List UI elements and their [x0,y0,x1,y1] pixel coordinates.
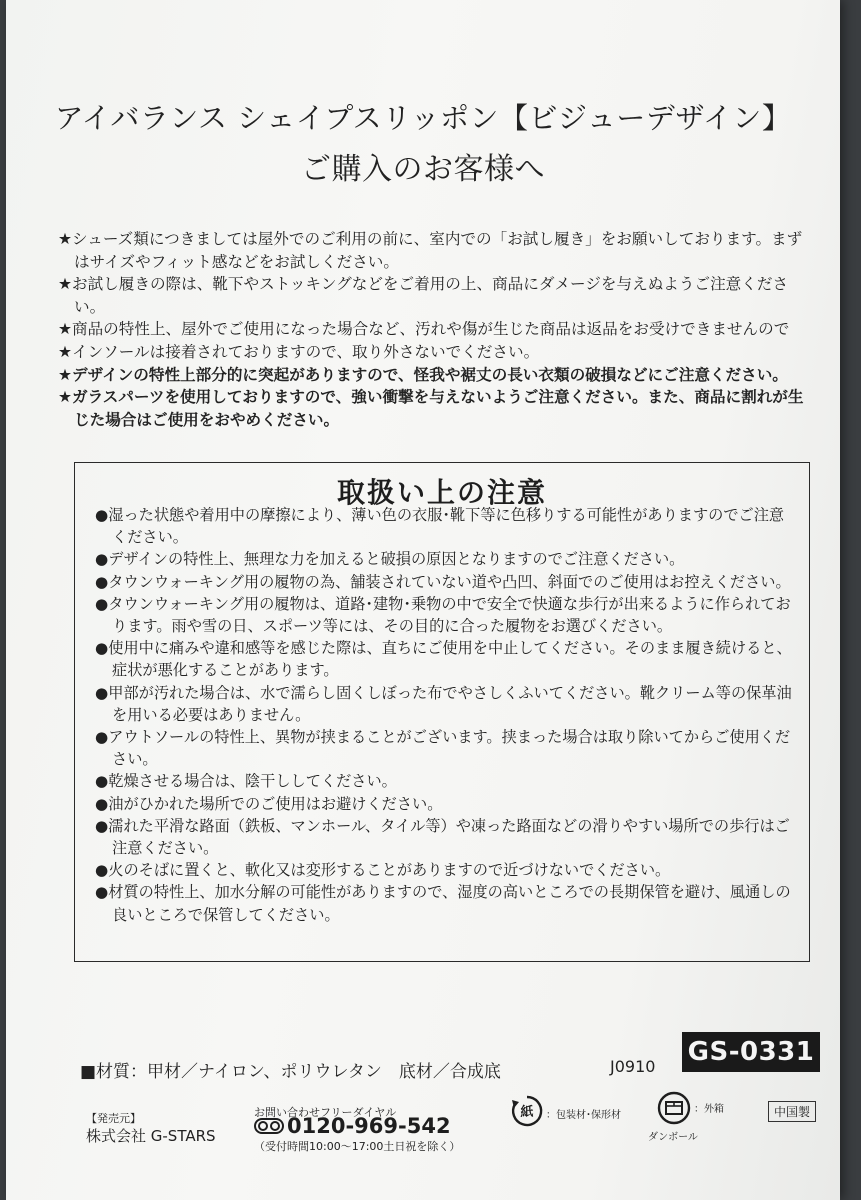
page-title: ご購入のお客様へ [301,152,545,187]
caution-item: ●使用中に痛みや違和感等を感じた際は、直ちにご使用を中止してください。そのまま履き続けると、症状が悪化することがあります。 [95,639,792,680]
phone-number [254,1114,451,1138]
paper-mark-text: 紙 [520,1105,534,1120]
cardboard-recycle-icon [656,1090,692,1126]
document-sheet [6,0,840,1200]
product-code-small: J0910 [610,1057,656,1076]
phone-number-text: 0120-969-542 [287,1114,451,1138]
caution-item: ●湿った状態や着用中の摩擦により、薄い色の衣服･靴下等に色移りする可能性がありますのでご注意ください。 [95,506,785,547]
caution-item: ●タウンウォーキング用の履物は、道路･建物･乗物の中で安全で快適な歩行が出来るように作られております。雨や雪の日、スポーツ等には、その目的に合った履物をお選びください。 [95,594,791,636]
caution-item: ●油がひかれた場所でのご使用はお避けください。 [95,794,443,813]
note-item: ★インソールは接着されておりますので、取り外さないでください。 [58,342,540,361]
caution-list [95,504,795,926]
notes-list [58,228,808,431]
caution-item: ●材質の特性上、加水分解の可能性がありますので、湿度の高いところでの長期保管を避け、風通しの良いところで保管してください。 [95,883,791,924]
seller-label: 【発売元】 [86,1112,141,1125]
caution-item: ●火のそばに置くと、軟化又は変形することがありますので近づけないでください。 [95,861,671,880]
free-dial-icon [254,1116,284,1136]
paper-recycle-icon [510,1094,544,1128]
caution-box-title: 取扱い上の注意 [336,476,547,509]
seller-name: 株式会社 G-STARS [86,1127,216,1145]
inquiry-label: お問い合わせフリーダイヤル [254,1106,397,1119]
product-title: アイバランス シェイプスリッポン【ビジューデザイン】 [54,101,792,135]
origin-badge: 中国製 [768,1101,816,1122]
cardboard-name: ダンボール [648,1132,698,1143]
reception-hours: （受付時間10:00～17:00土日祝を除く） [254,1140,461,1153]
paper-recycle-label: ：包装材･保形材 [546,1110,621,1121]
caution-item: ●タウンウォーキング用の履物の為、舗装されていない道や凸凹、斜面でのご使用はお控えください。 [95,572,791,591]
note-item: ★デザインの特性上部分的に突起がありますので、怪我や裾丈の長い衣類の破損などにご注意ください。 [58,365,788,384]
caution-item: ●濡れた平滑な路面（鉄板、マンホール、タイル等）や凍った路面などの滑りやすい場所での歩行はご注意ください。 [95,816,790,858]
note-item: ★シューズ類につきましては屋外でのご利用の前に、室内での「お試し履き」をお願いしております。まずはサイズやフィット感などをお試しください。 [58,230,803,271]
product-code-badge: GS-0331 [682,1032,820,1072]
cardboard-recycle-label: ：外箱 [694,1104,724,1115]
note-item: ★ガラスパーツを使用しておりますので、強い衝撃を与えないようご注意ください。また、商品に割れが生じた場合はご使用をおやめください。 [58,388,804,429]
handling-caution-box [74,462,810,962]
caution-item: ●デザインの特性上、無理な力を加えると破損の原因となりますのでご注意ください。 [95,550,685,569]
caution-item: ●甲部が汚れた場合は、水で濡らし固くしぼった布でやさしくふいてください。靴クリーム等の保革油を用いる必要はありません。 [95,683,792,724]
material-info: ■材質：甲材／ナイロン、ポリウレタン 底材／合成底 [80,1062,501,1082]
note-item: ★お試し履きの際は、靴下やストッキングなどをご着用の上、商品にダメージを与えぬようご注意ください。 [58,275,789,316]
caution-item: ●アウトソールの特性上、異物が挟まることがございます。挟まった場合は取り除いてからご使用ください。 [95,728,791,769]
note-item: ★商品の特性上、屋外でご使用になった場合など、汚れや傷が生じた商品は返品をお受けできませんので [58,320,790,339]
caution-item: ●乾燥させる場合は、陰干ししてください。 [95,772,397,791]
